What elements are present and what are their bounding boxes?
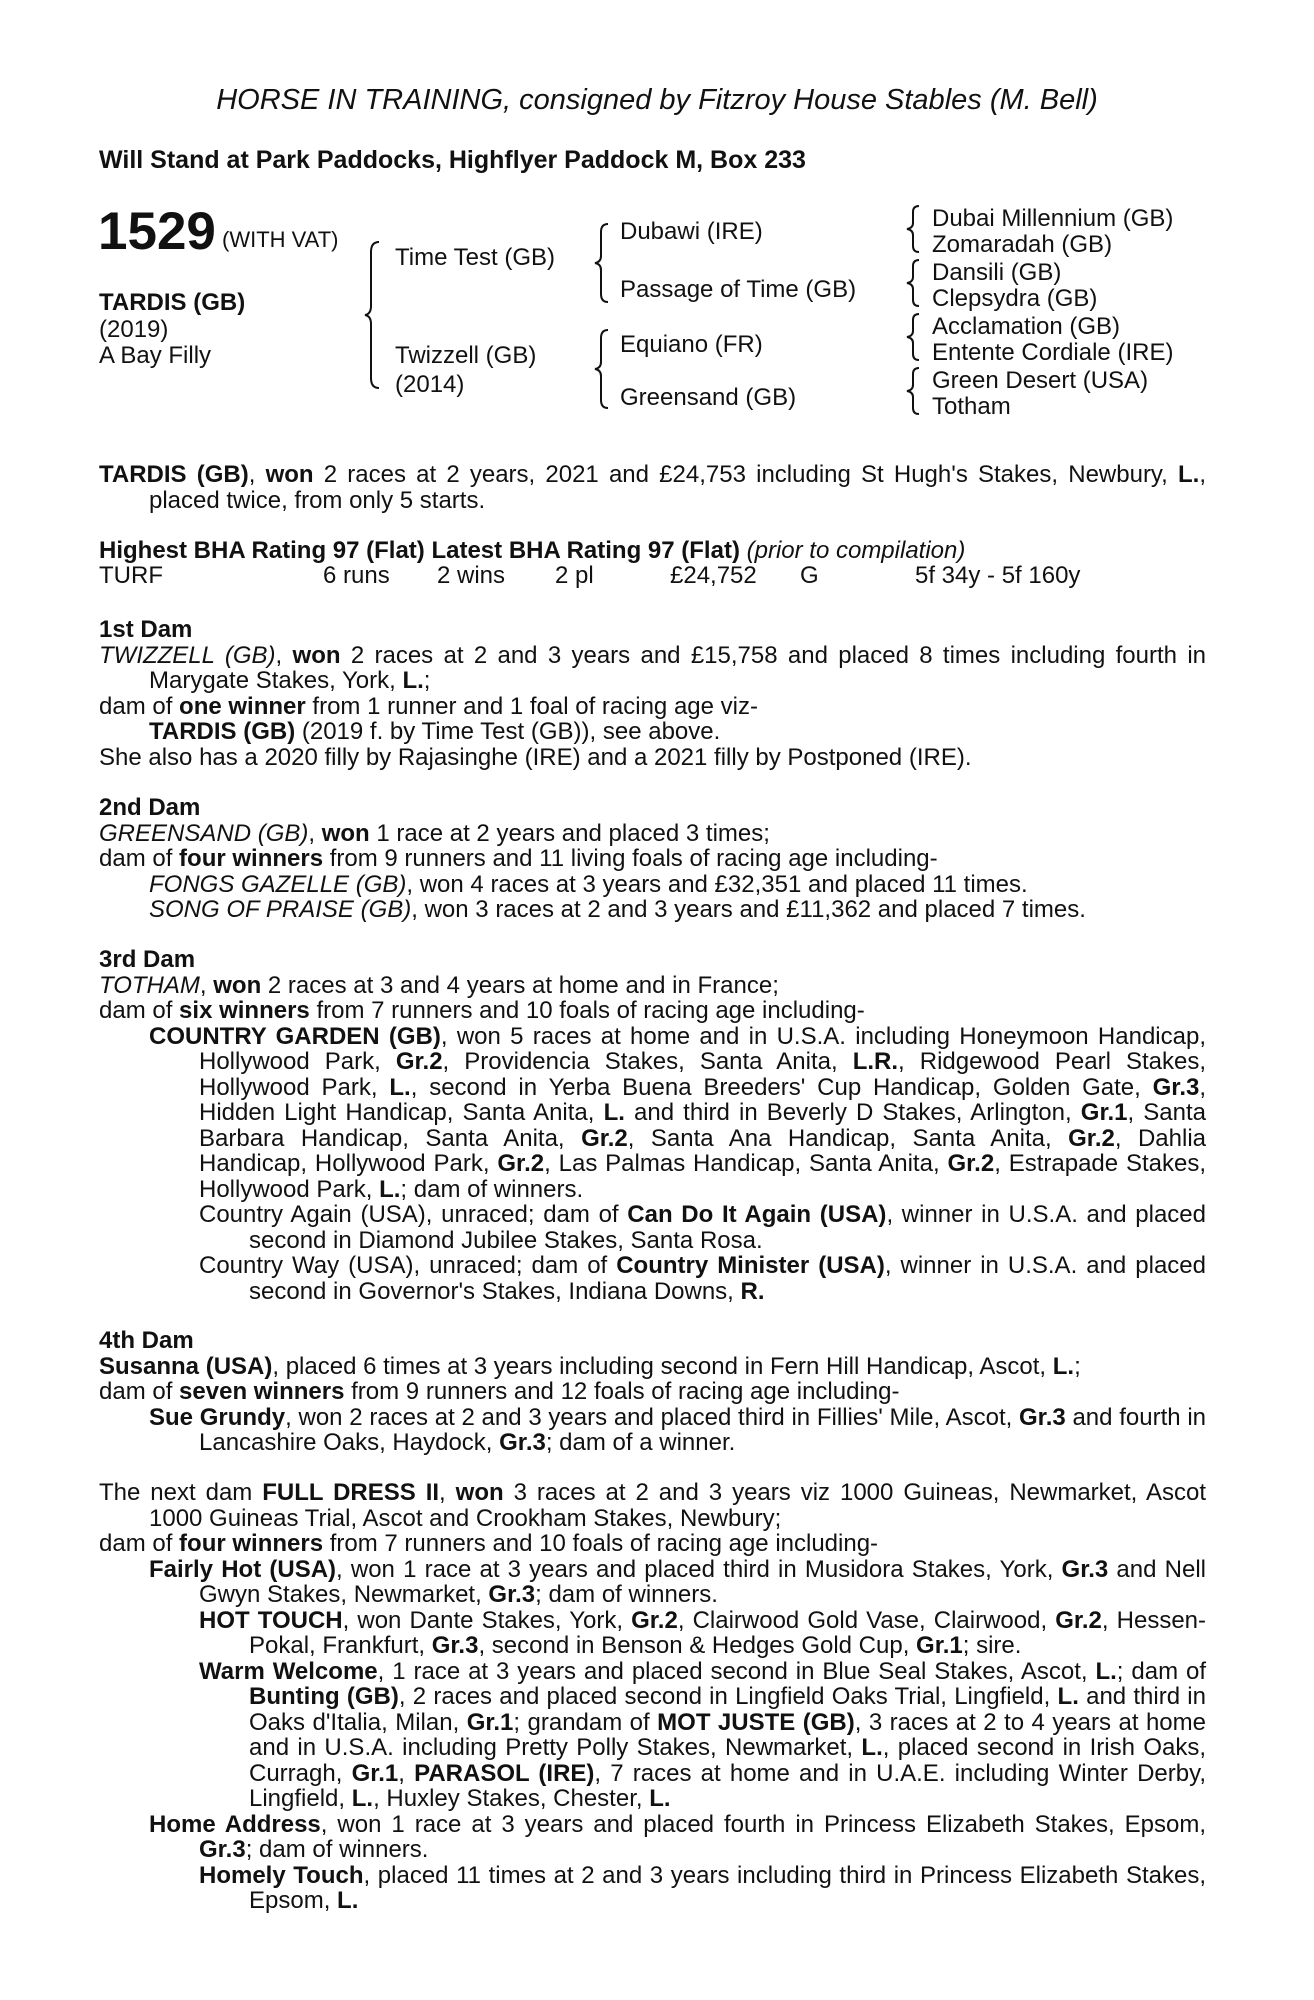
horse-description: A Bay Filly bbox=[99, 342, 212, 369]
first-dam-heading: 1st Dam bbox=[99, 616, 193, 643]
summary-won: won bbox=[265, 461, 314, 488]
pedigree-gen3-1: Dubai Millennium (GB) bbox=[932, 205, 1174, 232]
summary-horse-name: TARDIS (GB) bbox=[99, 461, 249, 488]
fourth-dam-name: Susanna (USA) bbox=[99, 1352, 273, 1380]
pedigree-gen3-7: Green Desert (USA) bbox=[932, 367, 1149, 394]
bha-rating: Highest BHA Rating 97 (Flat) Latest BHA Rating 97 (Flat) (prior to compilation) bbox=[99, 537, 966, 564]
pedigree-brace-3d bbox=[906, 366, 924, 416]
second-dam-name: GREENSAND (GB) bbox=[99, 819, 309, 847]
pedigree-sire: Time Test (GB) bbox=[395, 244, 556, 271]
lot-number: 1529 bbox=[98, 202, 216, 261]
horse-name: TARDIS (GB) bbox=[99, 289, 246, 316]
next-dam-name: FULL DRESS II bbox=[262, 1479, 440, 1506]
stand-location: Will Stand at Park Paddocks, Highflyer Paddock M, Box 233 bbox=[99, 146, 806, 174]
third-dam-name: TOTHAM bbox=[99, 971, 200, 999]
first-dam-name: TWIZZELL (GB) bbox=[99, 641, 276, 669]
vat-label: (WITH VAT) bbox=[222, 227, 339, 252]
third-dam-section: 3rd Dam TOTHAM, won 2 races at 3 and 4 years at home and in France; dam of six winners from 7 runners and 10 foals of racing age including- COUNTRY GARDEN (GB), won 5 races at home and in U.S.A. including Honeymoon Handicap, Hollywood Park, Gr.2, Providencia Stakes, Santa Anita, L.R., Ridgewood Pearl Stakes, Hollywood Park, L., second in Yerba Buena Breeders' Cup Handicap, Golden Gate, Gr.3, Hidden Light Handicap, Santa Anita, L. and third in Beverly D Stakes, Arlington, Gr.1, Santa Barbara Handicap, Santa Anita, Gr.2, Santa Ana Handicap, Santa Anita, Gr.2, Dahlia Handicap, Hollywood Park, Gr.2, Las Palmas Handicap, Santa Anita, Gr.2, Estrapade Stakes, Hollywood Park, L.; dam of winners. Country Again (USA), unraced; dam of Can Do It Again (USA), winner in U.S.A. and placed second in Diamond Jubilee Stakes, Santa Rosa. Country Way (USA), unraced; dam of Country Minister (USA), winner in U.S.A. and placed second in Governor's Stakes, Indiana Downs, R. bbox=[99, 946, 1207, 1305]
next-dam-section: The next dam FULL DRESS II, won 3 races at 2 and 3 years viz 1000 Guineas, Newmarket, Ascot 1000 Guineas Trial, Ascot and Crookham Stakes, Newbury; dam of four winners from 7 runners and 10 foals of racing age including- Fairly Hot (USA), won 1 race at 3 years and placed third in Musidora Stakes, York, Gr.3 and Nell Gwyn Stakes, Newmarket, Gr.3; dam of winners. HOT TOUCH, won Dante Stakes, York, Gr.2, Clairwood Gold Vase, Clairwood, Gr.2, Hessen-Pokal, Frankfurt, Gr.3, second in Benson & Hedges Gold Cup, Gr.1; sire. Warm Welcome, 1 race at 3 years and placed second in Blue Seal Stakes, Ascot, L.; dam of Bunting (GB), 2 races and placed second in Lingfield Oaks Trial, Lingfield, L. and third in Oaks d'Italia, Milan, Gr.1; grandam of MOT JUSTE (GB), 3 races at 2 to 4 years at home and in U.S.A. including Pretty Polly Stakes, Newmarket, L., placed second in Irish Oaks, Curragh, Gr.1, PARASOL (IRE), 7 races at home and in U.A.E. including Winter Derby, Lingfield, L., Huxley Stakes, Chester, L. Home Address, won 1 race at 3 years and placed fourth in Princess Elizabeth Stakes, Epsom, Gr.3; dam of winners. Homely Touch, placed 11 times at 2 and 3 years including third in Princess Elizabeth Stakes, Epsom, L. bbox=[99, 1479, 1207, 1914]
first-dam-produce: TARDIS (GB) bbox=[149, 718, 296, 745]
catalogue-header: HORSE IN TRAINING, consigned by Fitzroy House Stables (M. Bell) bbox=[216, 84, 1098, 116]
pedigree-gen2-1: Dubawi (IRE) bbox=[620, 218, 763, 245]
pedigree-brace-3a bbox=[906, 204, 924, 254]
rating-going: G bbox=[800, 562, 819, 589]
rating-distance: 5f 34y - 5f 160y bbox=[915, 562, 1081, 589]
rating-earnings: £24,752 bbox=[670, 562, 757, 589]
pedigree-brace-sire bbox=[595, 222, 613, 304]
second-dam-heading: 2nd Dam bbox=[99, 794, 201, 821]
second-dam-section: 2nd Dam GREENSAND (GB), won 1 race at 2 years and placed 3 times; dam of four winners from 9 runners and 11 living foals of racing age including- FONGS GAZELLE (GB), won 4 races at 3 years and £32,351 and placed 11 times. SONG OF PRAISE (GB), won 3 races at 2 and 3 years and £11,362 and placed 7 times. bbox=[99, 795, 1206, 923]
pedigree-brace-dam bbox=[595, 328, 613, 410]
pedigree-gen3-2: Zomaradah (GB) bbox=[932, 231, 1113, 258]
rating-runs: 6 runs bbox=[323, 562, 390, 589]
pedigree-dam-year: (2014) bbox=[395, 371, 465, 398]
race-summary: TARDIS (GB), won 2 races at 2 years, 2021 and £24,753 including St Hugh's Stakes, Newbury, L., placed twice, from only 5 starts. bbox=[99, 461, 1206, 514]
pedigree-gen3-5: Acclamation (GB) bbox=[932, 313, 1121, 340]
pedigree-gen2-2: Passage of Time (GB) bbox=[620, 276, 857, 303]
pedigree-gen3-4: Clepsydra (GB) bbox=[932, 285, 1098, 312]
third-dam-heading: 3rd Dam bbox=[99, 946, 196, 973]
pedigree-brace-3c bbox=[906, 312, 924, 362]
pedigree-gen3-3: Dansili (GB) bbox=[932, 259, 1062, 286]
country-garden: COUNTRY GARDEN (GB) bbox=[149, 1022, 441, 1050]
pedigree-gen3-8: Totham bbox=[932, 393, 1011, 420]
rating-placed: 2 pl bbox=[555, 562, 594, 589]
pedigree-brace-gen1 bbox=[365, 240, 385, 390]
fourth-dam-heading: 4th Dam bbox=[99, 1327, 194, 1354]
rating-surface: TURF bbox=[99, 562, 163, 589]
first-dam-section: 1st Dam TWIZZELL (GB), won 2 races at 2 and 3 years and £15,758 and placed 8 times including fourth in Marygate Stakes, York, L.; dam of one winner from 1 runner and 1 foal of racing age viz- TARDIS (GB) (2019 f. by Time Test (GB)), see above. She also has a 2020 filly by Rajasinghe (IRE) and a 2021 filly by Postponed (IRE). bbox=[99, 616, 1206, 771]
horse-year: (2019) bbox=[99, 316, 169, 343]
pedigree-gen2-4: Greensand (GB) bbox=[620, 384, 797, 411]
pedigree-brace-3b bbox=[906, 258, 924, 308]
pedigree-dam: Twizzell (GB) bbox=[395, 342, 537, 369]
pedigree-gen3-6: Entente Cordiale (IRE) bbox=[932, 339, 1174, 366]
pedigree-gen2-3: Equiano (FR) bbox=[620, 331, 763, 358]
fourth-dam-section: 4th Dam Susanna (USA), placed 6 times at 3 years including second in Fern Hill Handicap, Ascot, L.; dam of seven winners from 9 runners and 12 foals of racing age including- Sue Grundy, won 2 races at 2 and 3 years and placed third in Fillies' Mile, Ascot, Gr.3 and fourth in Lancashire Oaks, Haydock, Gr.3; dam of a winner. bbox=[99, 1327, 1206, 1456]
rating-wins: 2 wins bbox=[437, 562, 506, 589]
